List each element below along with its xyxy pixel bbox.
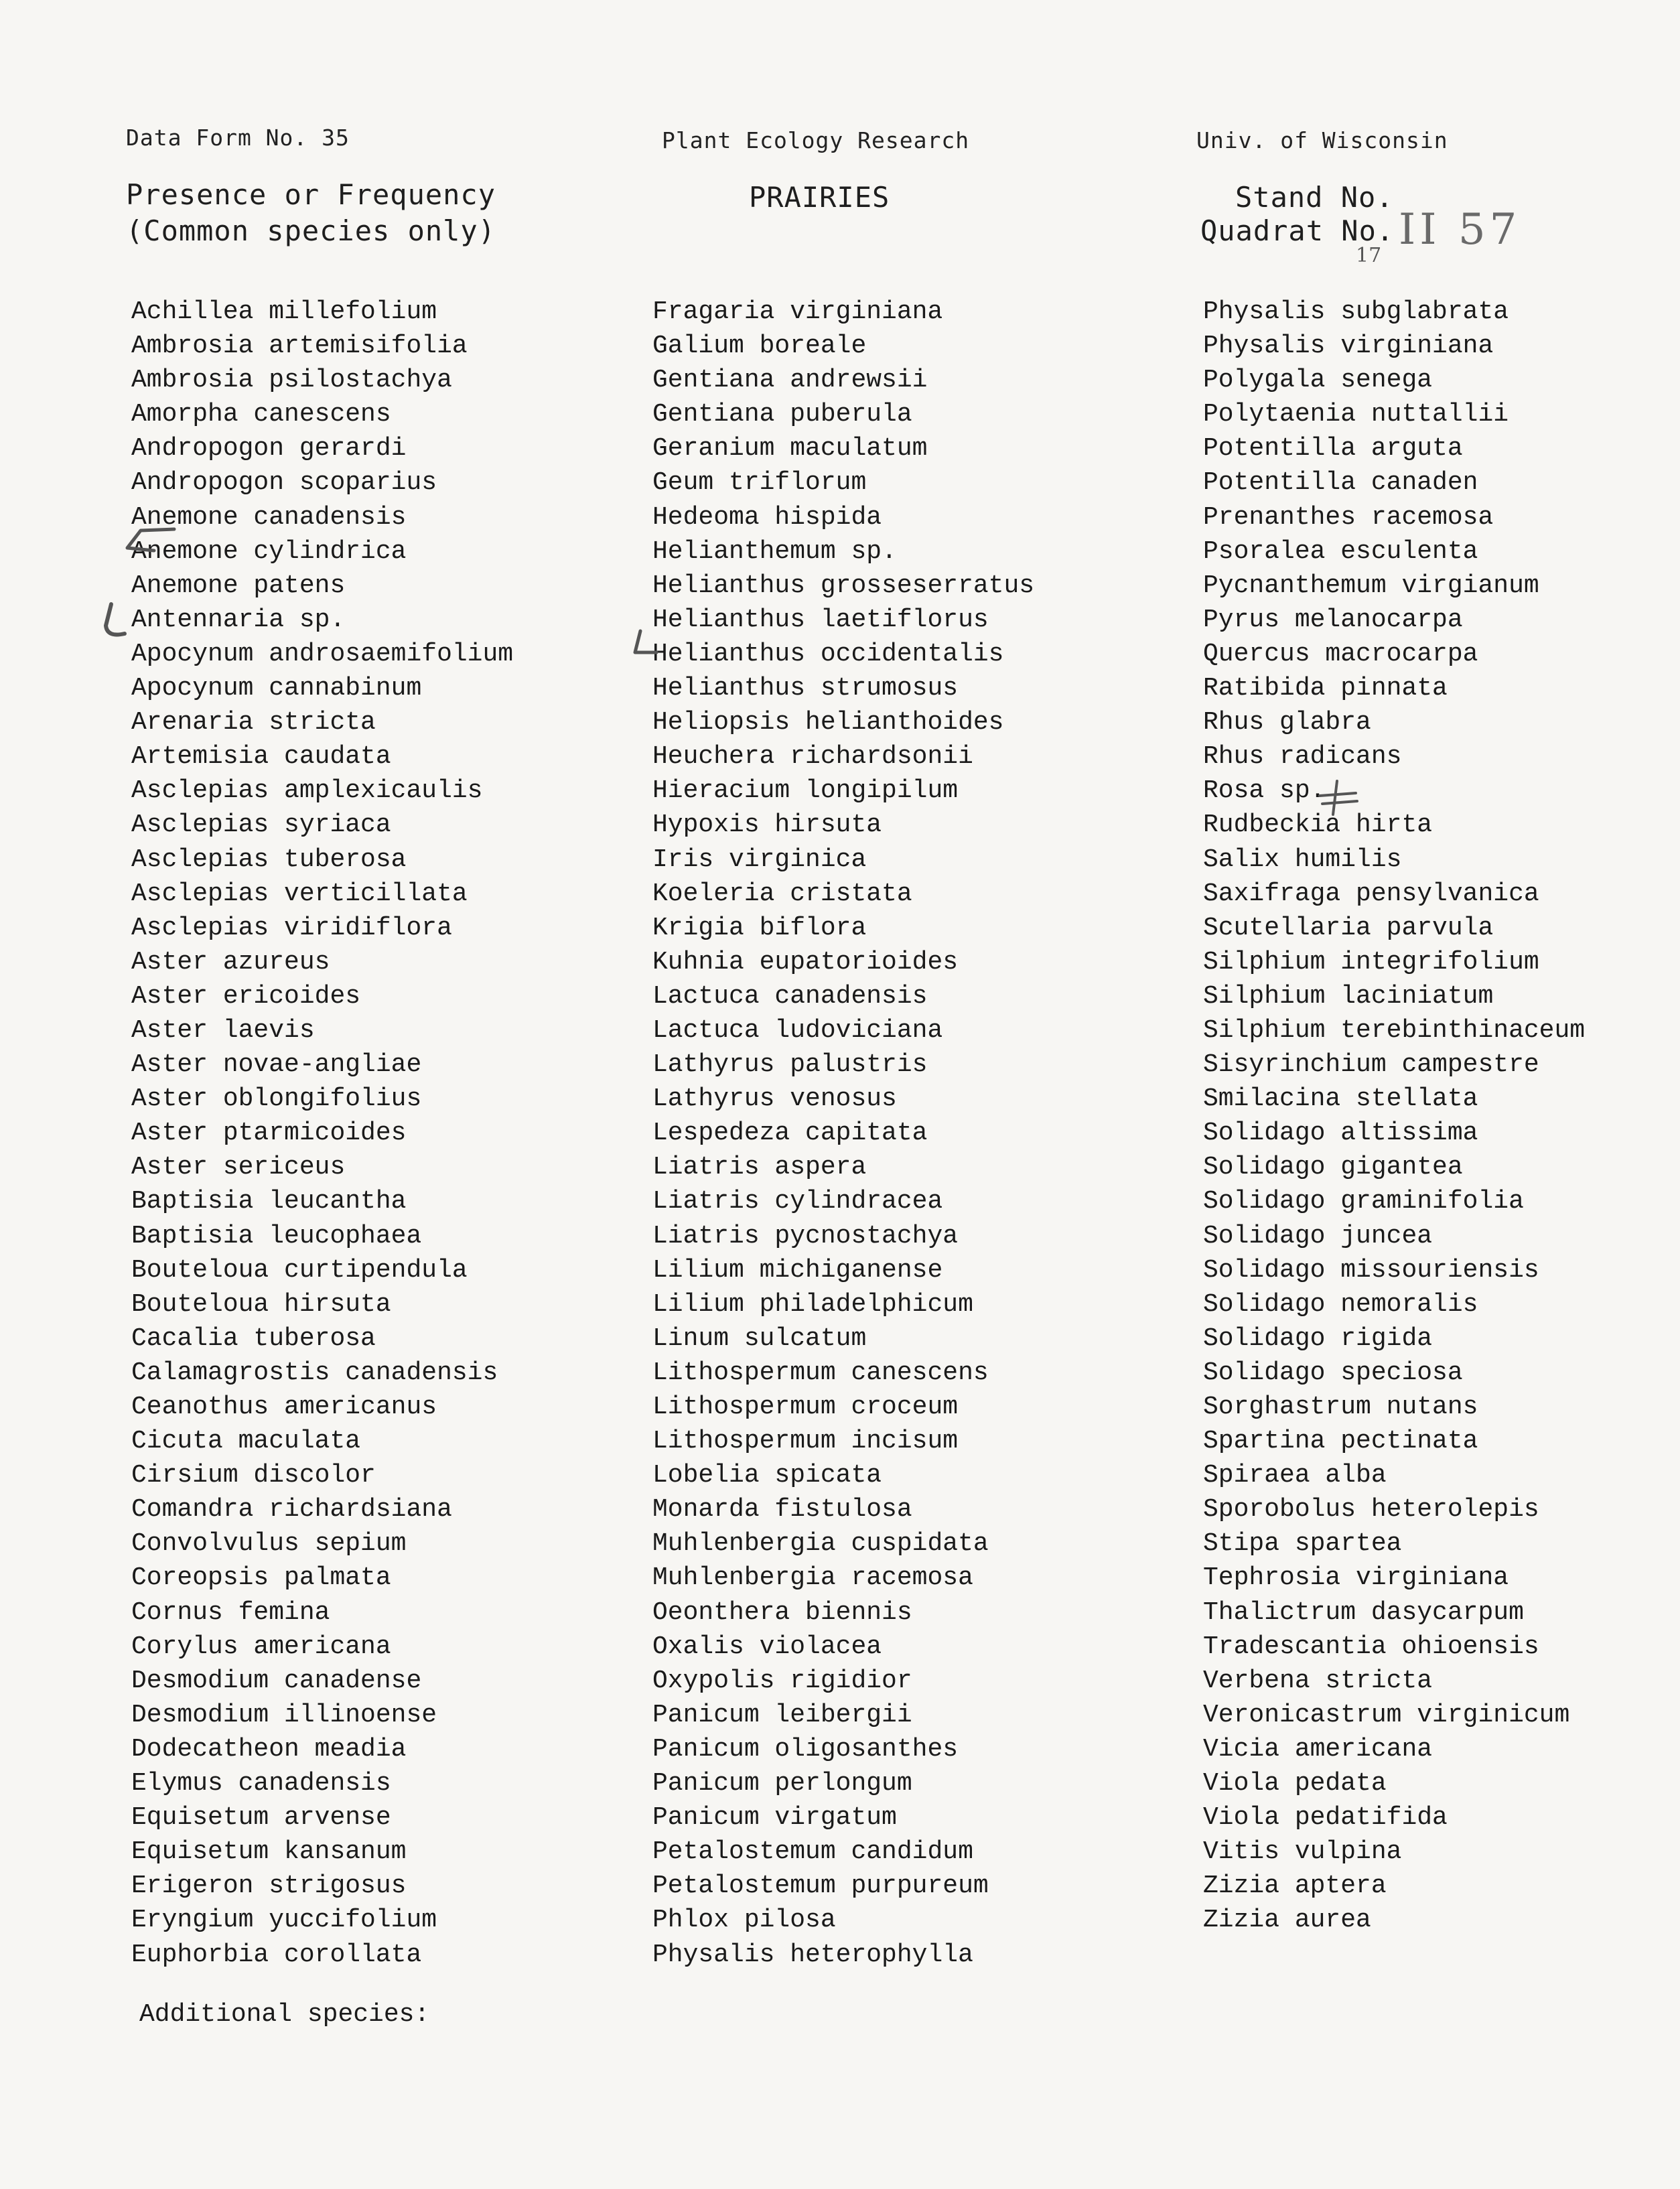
species-item: Asclepias verticillata xyxy=(131,879,468,908)
title-prairies: PRAIRIES xyxy=(749,181,890,214)
species-item: Oxalis violacea xyxy=(652,1632,882,1661)
species-item: Solidago juncea xyxy=(1203,1221,1433,1251)
species-item: Viola pedata xyxy=(1203,1769,1387,1798)
species-item: Sporobolus heterolepis xyxy=(1203,1495,1539,1525)
species-item: Petalostemum candidum xyxy=(652,1837,973,1867)
species-item: Vitis vulpina xyxy=(1203,1837,1402,1867)
species-item: Erigeron strigosus xyxy=(131,1872,407,1901)
species-item: Zizia aurea xyxy=(1203,1906,1371,1935)
species-item: Lithospermum incisum xyxy=(652,1427,959,1456)
species-item: Andropogon scoparius xyxy=(131,468,437,498)
species-item: Anemone cylindrica xyxy=(131,537,407,566)
check-mark-anemone xyxy=(114,521,194,561)
species-item: Lithospermum canescens xyxy=(652,1358,989,1387)
species-item: Ambrosia psilostachya xyxy=(131,366,452,395)
species-item: Asclepias tuberosa xyxy=(131,845,407,874)
title-presence-frequency: Presence or Frequency xyxy=(126,178,496,211)
species-item: Equisetum arvense xyxy=(131,1803,391,1833)
species-item: Polytaenia nuttallii xyxy=(1203,400,1509,429)
additional-species-label: Additional species: xyxy=(139,2000,430,2029)
species-column-2 xyxy=(652,295,1034,1972)
species-item: Equisetum kansanum xyxy=(131,1837,407,1867)
species-item: Solidago altissima xyxy=(1203,1119,1478,1148)
species-item: Cicuta maculata xyxy=(131,1427,361,1456)
species-item: Bouteloua hirsuta xyxy=(131,1289,391,1319)
species-item: Baptisia leucantha xyxy=(131,1187,407,1216)
species-item: Liatris pycnostachya xyxy=(652,1221,959,1251)
species-item: Apocynum androsaemifolium xyxy=(131,639,514,668)
species-item: Antennaria sp. xyxy=(131,605,346,634)
stand-number-label: Stand No. xyxy=(1235,181,1394,214)
species-item: Lactuca ludoviciana xyxy=(652,1015,943,1045)
species-item: Spiraea alba xyxy=(1203,1461,1387,1490)
species-item: Andropogon gerardi xyxy=(131,434,407,464)
check-mark-helianthus xyxy=(626,626,673,666)
species-item: Prenanthes racemosa xyxy=(1203,502,1494,532)
species-item: Rhus radicans xyxy=(1203,742,1402,772)
species-item: Desmodium canadense xyxy=(131,1666,422,1695)
species-item: Lilium philadelphicum xyxy=(652,1289,973,1319)
species-item: Tephrosia virginiana xyxy=(1203,1563,1509,1593)
species-item: Tradescantia ohioensis xyxy=(1203,1632,1539,1661)
species-item: Dodecatheon meadia xyxy=(131,1734,407,1764)
species-item: Smilacina stellata xyxy=(1203,1084,1478,1114)
species-item: Silphium integrifolium xyxy=(1203,947,1539,977)
species-item: Fragaria virginiana xyxy=(652,297,943,326)
species-item: Heuchera richardsonii xyxy=(652,742,973,772)
species-item: Aster sericeus xyxy=(131,1153,346,1182)
species-item: Aster ptarmicoides xyxy=(131,1119,407,1148)
species-item: Muhlenbergia cuspidata xyxy=(652,1529,989,1559)
species-item: Geum triflorum xyxy=(652,468,867,498)
species-item: Spartina pectinata xyxy=(1203,1427,1478,1456)
species-item: Sorghastrum nutans xyxy=(1203,1393,1478,1421)
species-item: Lespedeza capitata xyxy=(652,1119,928,1148)
species-item: Scutellaria parvula xyxy=(1203,913,1494,942)
species-item: Ceanothus americanus xyxy=(131,1393,437,1421)
species-item: Monarda fistulosa xyxy=(652,1495,912,1525)
species-item: Petalostemum purpureum xyxy=(652,1872,989,1901)
species-item: Galium boreale xyxy=(652,332,867,361)
species-item: Physalis subglabrata xyxy=(1203,297,1509,326)
species-item: Solidago rigida xyxy=(1203,1324,1433,1353)
species-item: Gentiana andrewsii xyxy=(652,366,928,395)
species-item: Ratibida pinnata xyxy=(1203,674,1448,703)
species-item: Panicum leibergii xyxy=(652,1700,912,1729)
species-item: Liatris aspera xyxy=(652,1153,867,1182)
species-item: Thalictrum dasycarpum xyxy=(1203,1598,1524,1627)
species-item: Veronicastrum virginicum xyxy=(1203,1700,1570,1729)
species-item: Kuhnia eupatorioides xyxy=(652,947,959,977)
species-item: Liatris cylindracea xyxy=(652,1187,943,1216)
species-item: Anemone canadensis xyxy=(131,502,407,532)
species-item: Solidago graminifolia xyxy=(1203,1187,1524,1216)
species-item: Krigia biflora xyxy=(652,913,867,942)
species-item: Helianthemum sp. xyxy=(652,537,897,566)
species-item: Calamagrostis canadensis xyxy=(131,1358,498,1387)
handwritten-stand-number: II 57 xyxy=(1399,205,1521,255)
species-item: Sisyrinchium campestre xyxy=(1203,1050,1539,1080)
species-item: Polygala senega xyxy=(1203,366,1433,395)
species-item: Cirsium discolor xyxy=(131,1461,376,1490)
species-item: Panicum oligosanthes xyxy=(652,1734,959,1764)
species-item: Cacalia tuberosa xyxy=(131,1324,376,1353)
species-item: Physalis heterophylla xyxy=(652,1940,973,1969)
species-item: Heliopsis helianthoides xyxy=(652,708,1004,737)
species-item: Lithospermum croceum xyxy=(652,1393,959,1421)
species-item: Potentilla arguta xyxy=(1203,434,1463,464)
species-item: Aster laevis xyxy=(131,1015,315,1045)
species-item: Muhlenbergia racemosa xyxy=(652,1563,973,1593)
species-item: Koeleria cristata xyxy=(652,879,912,908)
species-item: Aster novae-angliae xyxy=(131,1050,422,1080)
university-name: Univ. of Wisconsin xyxy=(1196,127,1448,153)
species-item: Asclepias amplexicaulis xyxy=(131,776,483,806)
species-item: Ambrosia artemisifolia xyxy=(131,332,468,361)
species-item: Lilium michiganense xyxy=(652,1255,943,1285)
species-item: Arenaria stricta xyxy=(131,708,376,737)
species-item: Helianthus laetiflorus xyxy=(652,605,989,634)
species-item: Lathyrus palustris xyxy=(652,1050,928,1080)
species-item: Rudbeckia hirta xyxy=(1203,810,1433,840)
species-item: Corylus americana xyxy=(131,1632,391,1661)
species-item: Anemone patens xyxy=(131,571,346,600)
species-item: Saxifraga pensylvanica xyxy=(1203,879,1539,908)
species-item: Silphium laciniatum xyxy=(1203,981,1494,1011)
species-item: Achillea millefolium xyxy=(131,297,437,326)
species-item: Baptisia leucophaea xyxy=(131,1221,422,1251)
species-item: Solidago missouriensis xyxy=(1203,1255,1539,1285)
species-item: Silphium terebinthinaceum xyxy=(1203,1015,1586,1045)
form-number: Data Form No. 35 xyxy=(126,125,350,151)
species-item: Quercus macrocarpa xyxy=(1203,639,1478,668)
species-item: Viola pedatifida xyxy=(1203,1803,1448,1833)
species-item: Oeonthera biennis xyxy=(652,1598,912,1627)
species-item: Rhus glabra xyxy=(1203,708,1371,737)
species-item: Asclepias viridiflora xyxy=(131,913,452,942)
species-item: Solidago speciosa xyxy=(1203,1358,1463,1387)
species-item: Gentiana puberula xyxy=(652,400,912,429)
hash-mark-rosa xyxy=(1316,777,1362,817)
species-item: Comandra richardsiana xyxy=(131,1495,452,1525)
species-item: Helianthus strumosus xyxy=(652,674,959,703)
species-item: Helianthus occidentalis xyxy=(652,639,1004,668)
species-item: Psoralea esculenta xyxy=(1203,537,1478,566)
species-item: Coreopsis palmata xyxy=(131,1563,391,1593)
species-item: Aster ericoides xyxy=(131,981,361,1011)
species-item: Rosa sp. xyxy=(1203,776,1326,806)
species-item: Hedeoma hispida xyxy=(652,502,882,532)
species-item: Physalis virginiana xyxy=(1203,332,1494,361)
species-item: Aster oblongifolius xyxy=(131,1084,422,1114)
species-item: Cornus femina xyxy=(131,1598,330,1627)
species-item: Panicum perlongum xyxy=(652,1769,912,1798)
species-item: Stipa spartea xyxy=(1203,1529,1402,1559)
handwritten-quadrat-number: 17 xyxy=(1356,244,1382,267)
quadrat-number-label: Quadrat No. xyxy=(1200,214,1395,247)
species-item: Apocynum cannabinum xyxy=(131,674,422,703)
species-item: Geranium maculatum xyxy=(652,434,928,464)
species-item: Salix humilis xyxy=(1203,845,1402,874)
species-item: Phlox pilosa xyxy=(652,1906,836,1935)
species-item: Eryngium yuccifolium xyxy=(131,1906,437,1935)
species-item: Desmodium illinoense xyxy=(131,1700,437,1729)
species-item: Pycnanthemum virgianum xyxy=(1203,571,1539,600)
species-item: Convolvulus sepium xyxy=(131,1529,407,1559)
species-item: Lactuca canadensis xyxy=(652,981,928,1011)
species-item: Elymus canadensis xyxy=(131,1769,391,1798)
species-item: Zizia aptera xyxy=(1203,1872,1387,1901)
species-item: Bouteloua curtipendula xyxy=(131,1255,468,1285)
species-item: Solidago nemoralis xyxy=(1203,1289,1478,1319)
species-item: Aster azureus xyxy=(131,947,330,977)
species-item: Hieracium longipilum xyxy=(652,776,959,806)
species-item: Lathyrus venosus xyxy=(652,1084,897,1114)
species-item: Vicia americana xyxy=(1203,1734,1433,1764)
research-title: Plant Ecology Research xyxy=(662,127,970,153)
species-item: Amorpha canescens xyxy=(131,400,391,429)
species-item: Oxypolis rigidior xyxy=(652,1666,912,1695)
species-item: Potentilla canaden xyxy=(1203,468,1478,498)
species-item: Helianthus grosseserratus xyxy=(652,571,1035,600)
species-item: Iris virginica xyxy=(652,845,867,874)
species-item: Asclepias syriaca xyxy=(131,810,391,840)
species-item: Euphorbia corollata xyxy=(131,1940,422,1969)
species-item: Pyrus melanocarpa xyxy=(1203,605,1463,634)
species-item: Lobelia spicata xyxy=(652,1461,882,1490)
species-item: Verbena stricta xyxy=(1203,1666,1433,1695)
species-item: Solidago gigantea xyxy=(1203,1153,1463,1182)
species-item: Linum sulcatum xyxy=(652,1324,867,1353)
species-item: Panicum virgatum xyxy=(652,1803,897,1833)
species-item: Hypoxis hirsuta xyxy=(652,810,882,840)
check-mark-antennaria xyxy=(98,599,138,646)
species-item: Artemisia caudata xyxy=(131,742,391,772)
title-common-species: (Common species only) xyxy=(126,214,496,247)
species-column-3 xyxy=(1203,295,1585,1938)
